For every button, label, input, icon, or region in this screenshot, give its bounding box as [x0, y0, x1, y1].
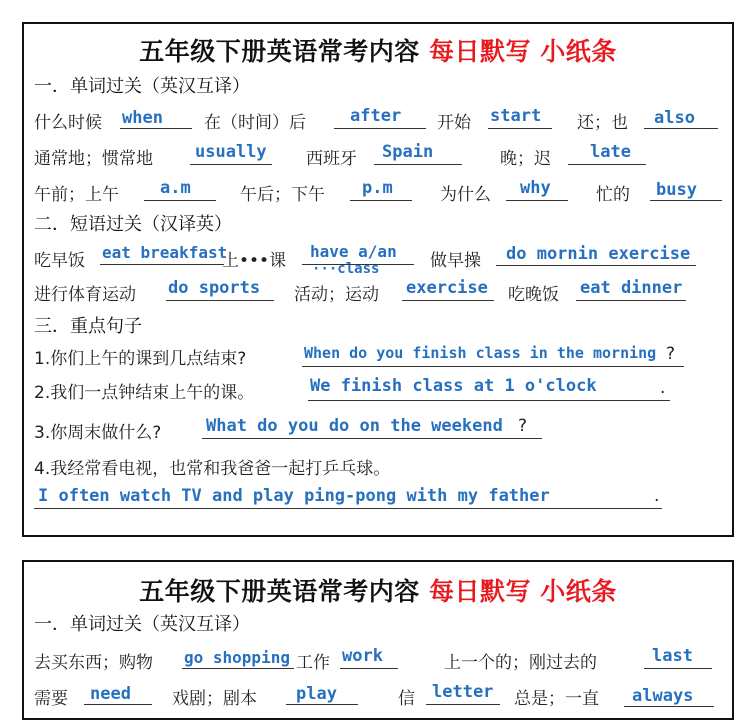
phrase-cn: 上•••课 — [222, 251, 287, 271]
answer-line — [644, 128, 718, 129]
phrase-en: eat breakfast — [102, 243, 228, 262]
sentence-cn: 2.我们一点钟结束上午的课。 — [34, 383, 255, 403]
title-main: 五年级下册英语常考内容 — [139, 37, 429, 66]
word-en: why — [520, 178, 551, 198]
word-cn: 上一个的；刚过去的 — [444, 653, 597, 673]
word-cn: 西班牙 — [306, 149, 357, 169]
answer-line — [100, 264, 224, 265]
word-en: letter — [432, 682, 494, 702]
phrase-cn: 进行体育运动 — [34, 285, 136, 305]
sentence-en: When do you finish class in the morning — [304, 344, 657, 362]
section-vocab-heading: 一．单词过关（英汉互译） — [34, 614, 250, 635]
answer-line — [374, 164, 462, 165]
answer-line — [644, 668, 712, 669]
answer-line — [182, 668, 294, 669]
word-cn: 开始 — [437, 113, 471, 133]
phrase-en: exercise — [406, 278, 488, 298]
word-en: start — [490, 106, 542, 126]
worksheet-card-2 — [22, 560, 734, 720]
word-en: always — [632, 686, 694, 706]
answer-line — [308, 400, 670, 401]
phrase-en-continued: ···class — [312, 261, 380, 277]
word-en: usually — [195, 142, 267, 162]
answer-line — [350, 200, 412, 201]
word-cn: 晚；迟 — [500, 149, 551, 169]
word-en: also — [654, 108, 695, 128]
word-cn: 什么时候 — [34, 113, 102, 133]
answer-line — [302, 264, 414, 265]
word-en: p.m — [362, 178, 393, 198]
word-cn: 去买东西；购物 — [34, 653, 153, 673]
answer-line — [568, 164, 646, 165]
word-cn: 午前；上午 — [34, 185, 119, 205]
word-en: work — [342, 646, 383, 666]
phrase-en: do mornin exercise — [506, 244, 691, 264]
title-highlight: 每日默写 小纸条 — [429, 577, 617, 606]
sentence-en: I often watch TV and play ping-pong with my father — [38, 486, 550, 506]
sentence-punct: ? — [518, 416, 528, 436]
answer-line — [302, 366, 684, 367]
word-en: when — [122, 108, 163, 128]
phrase-cn: 吃早饭 — [34, 251, 85, 271]
answer-line — [576, 300, 686, 301]
answer-line — [488, 128, 552, 129]
answer-line — [496, 265, 696, 266]
card-title — [24, 572, 732, 608]
answer-line — [84, 704, 152, 705]
word-en: a.m — [160, 178, 191, 198]
phrase-en: eat dinner — [580, 278, 683, 298]
answer-line — [402, 300, 494, 301]
answer-line — [340, 668, 398, 669]
word-en: need — [90, 684, 131, 704]
word-cn: 在（时间）后 — [204, 113, 306, 133]
word-cn: 工作 — [296, 653, 330, 673]
card-title — [24, 32, 732, 68]
title-main: 五年级下册英语常考内容 — [139, 577, 429, 606]
sentence-punct: . — [654, 486, 660, 506]
answer-line — [144, 200, 216, 201]
word-en: play — [296, 684, 337, 704]
sentence-cn: 4.我经常看电视，也常和我爸爸一起打乒乓球。 — [34, 459, 391, 479]
word-en: late — [590, 142, 631, 162]
answer-line — [624, 706, 714, 707]
phrase-cn: 做早操 — [430, 251, 481, 271]
phrase-cn: 活动；运动 — [294, 285, 379, 305]
word-cn: 戏剧；剧本 — [172, 689, 257, 709]
sentence-cn: 1.你们上午的课到几点结束? — [34, 349, 247, 369]
word-en: busy — [656, 180, 697, 200]
answer-line — [426, 704, 500, 705]
word-en: after — [350, 106, 402, 126]
phrase-en: have a/an — [310, 242, 397, 261]
answer-line — [190, 164, 272, 165]
word-cn: 总是；一直 — [514, 689, 599, 709]
word-cn: 信 — [398, 689, 415, 709]
answer-line — [286, 704, 358, 705]
word-cn: 需要 — [34, 689, 68, 709]
answer-line — [120, 128, 192, 129]
word-en: Spain — [382, 142, 434, 162]
answer-line — [650, 200, 722, 201]
answer-line — [506, 200, 568, 201]
answer-line — [202, 438, 542, 439]
section-sentences-heading: 三．重点句子 — [34, 316, 142, 337]
answer-line — [334, 128, 426, 129]
phrase-en: do sports — [168, 278, 261, 298]
worksheet-card-1 — [22, 22, 734, 537]
answer-line — [34, 508, 662, 509]
sentence-en: What do you do on the weekend — [206, 416, 503, 436]
sentence-punct: ? — [666, 344, 676, 364]
sentence-en: We finish class at 1 o'clock — [310, 376, 597, 396]
word-cn: 还；也 — [577, 113, 628, 133]
word-cn: 通常地；惯常地 — [34, 149, 153, 169]
section-vocab-heading: 一．单词过关（英汉互译） — [34, 76, 250, 97]
phrase-cn: 吃晚饭 — [508, 285, 559, 305]
section-phrases-heading: 二．短语过关（汉译英） — [34, 214, 232, 235]
word-cn: 午后；下午 — [240, 185, 325, 205]
word-en: go shopping — [184, 648, 290, 667]
title-highlight: 每日默写 小纸条 — [429, 37, 617, 66]
sentence-cn: 3.你周末做什么? — [34, 423, 162, 443]
sentence-punct: . — [660, 378, 666, 398]
word-en: last — [652, 646, 693, 666]
answer-line — [166, 300, 274, 301]
word-cn: 忙的 — [596, 185, 630, 205]
word-cn: 为什么 — [440, 185, 491, 205]
